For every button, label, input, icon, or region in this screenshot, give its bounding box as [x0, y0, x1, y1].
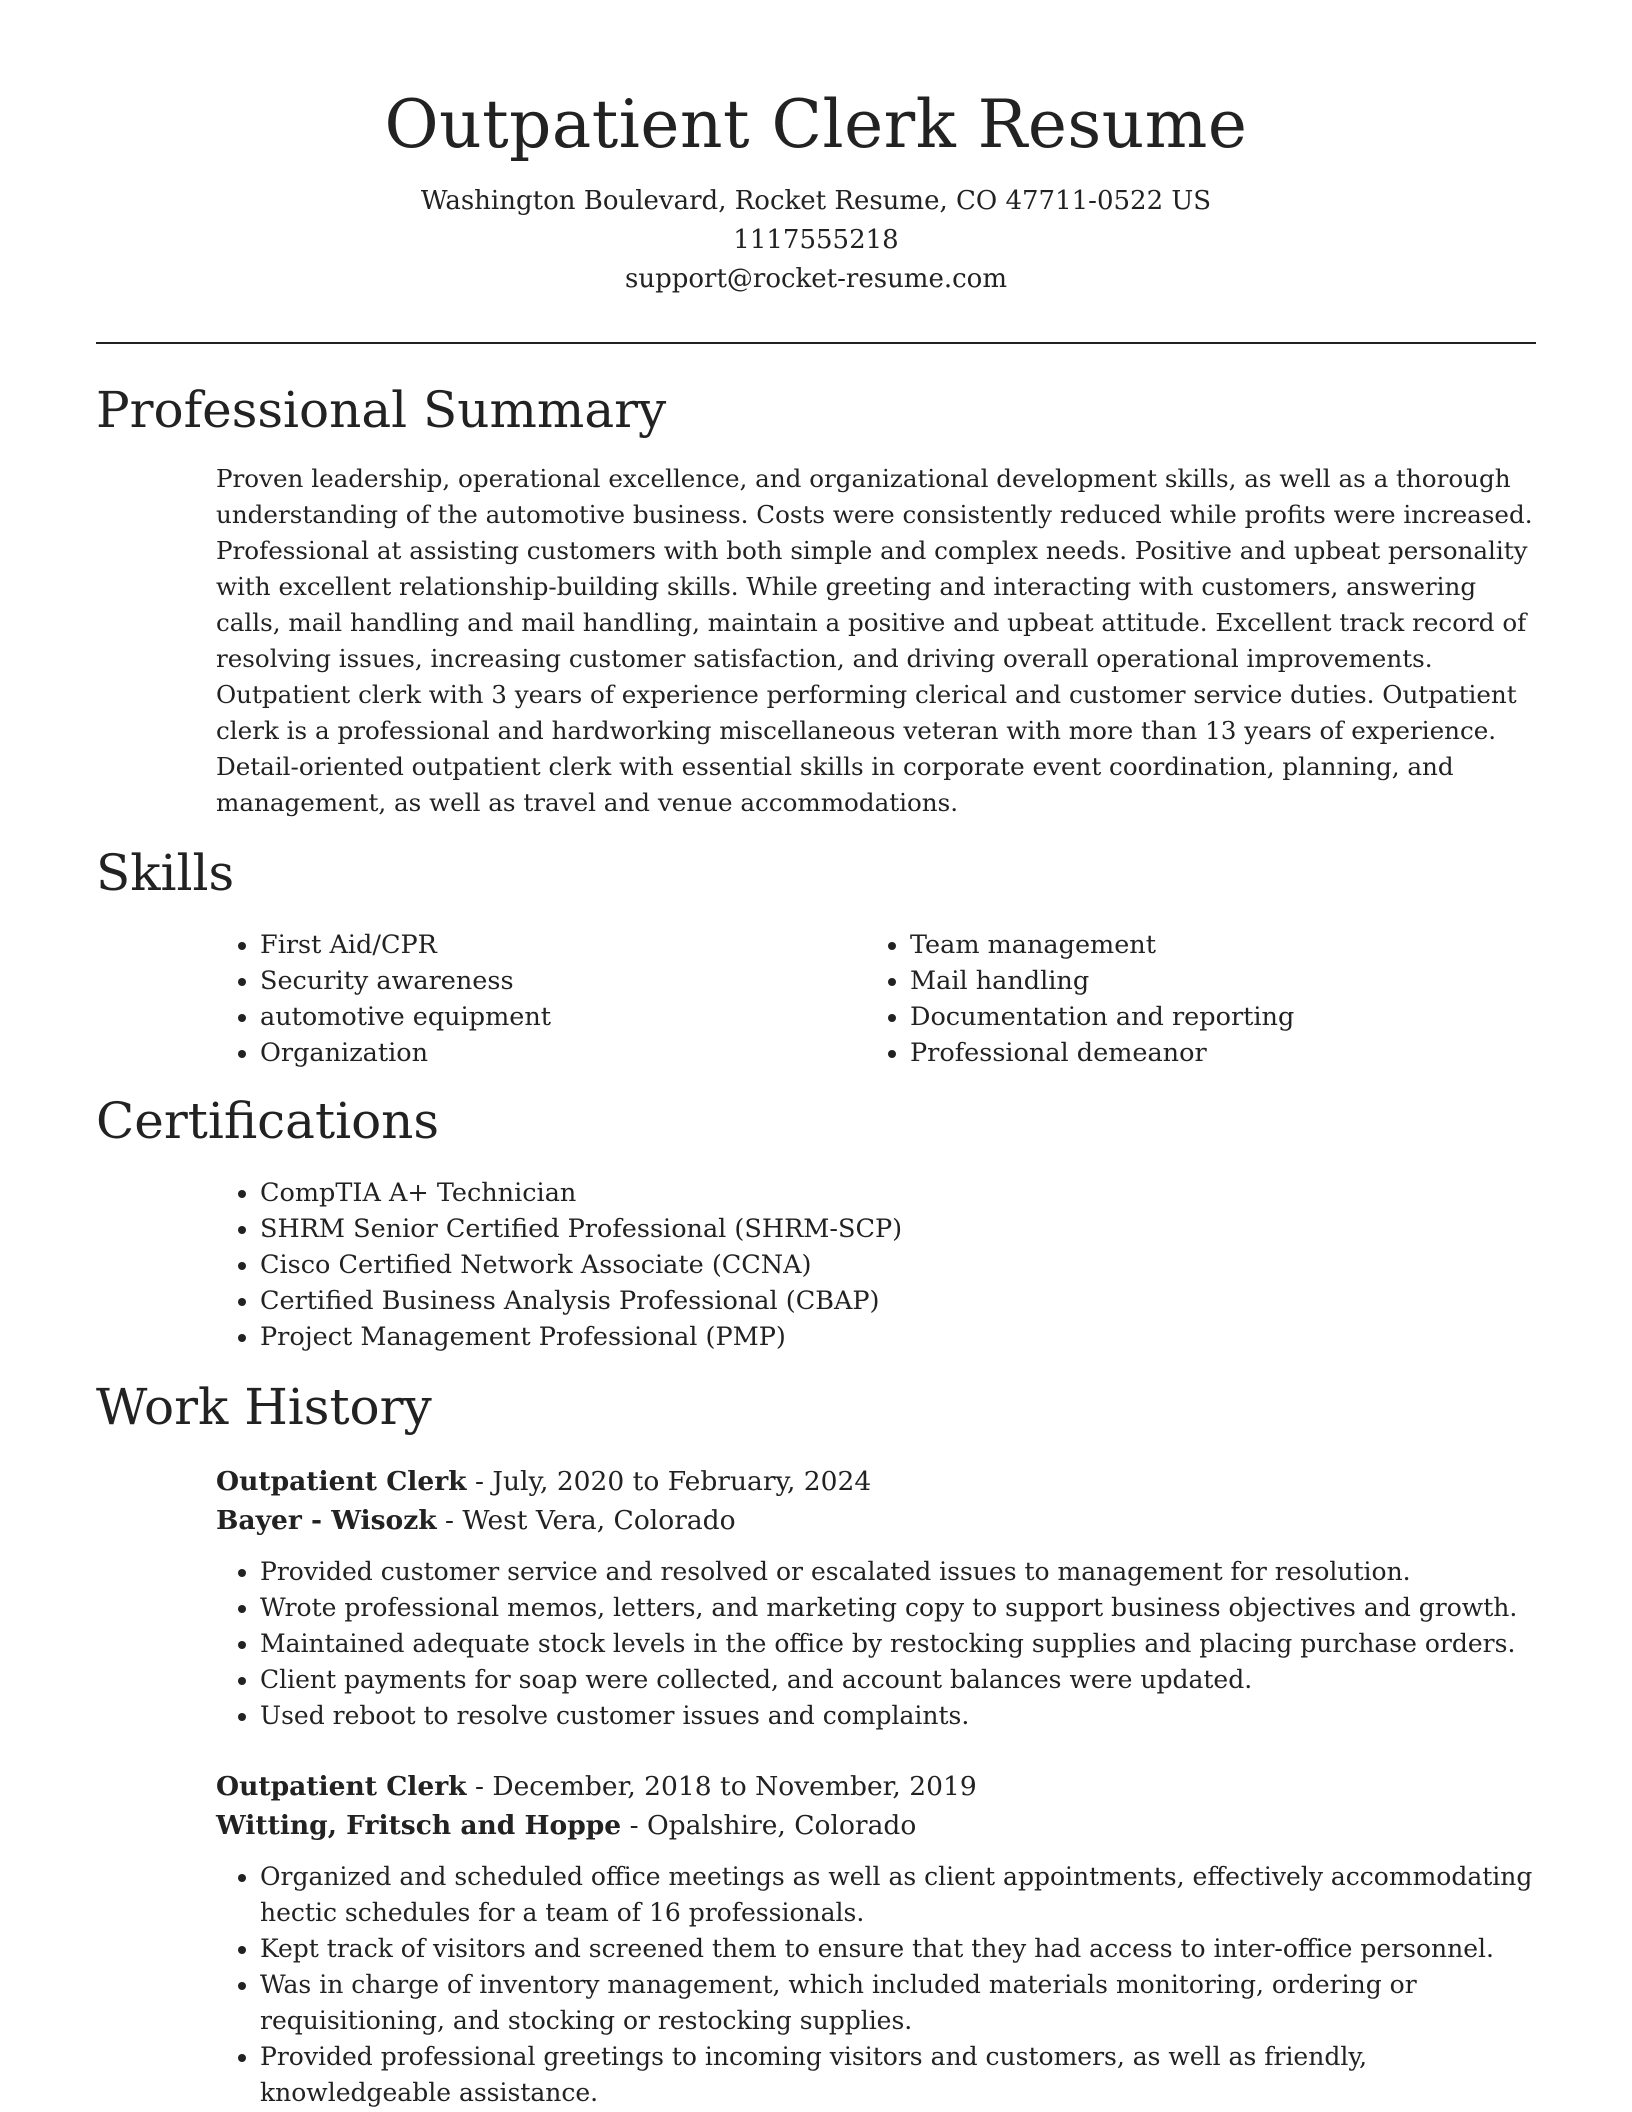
- list-item: • Security awareness: [260, 963, 836, 999]
- job-company-line: [216, 1501, 1546, 1540]
- certifications-list: [216, 1175, 902, 1355]
- summary-heading: Professional Summary: [96, 381, 667, 439]
- list-item: • automotive equipment: [260, 999, 836, 1035]
- list-item: • Provided professional greetings to incoming visitors and customers, as well as friendly, knowledgeable assistance.: [260, 2039, 1546, 2111]
- job-duties-list: [216, 1554, 1546, 1734]
- job-location: - Opalshire, Colorado: [621, 1810, 917, 1841]
- list-item: • Certified Business Analysis Professional (CBAP): [260, 1283, 902, 1319]
- list-item: • Maintained adequate stock levels in the office by restocking supplies and placing purchase orders.: [260, 1626, 1546, 1662]
- list-item: • Kept track of visitors and screened them to ensure that they had access to inter-office personnel.: [260, 1931, 1546, 1967]
- page-title: Outpatient Clerk Resume: [384, 86, 1248, 163]
- skills-left-list: [216, 927, 836, 1071]
- job-duties-list: [216, 1859, 1546, 2111]
- list-item: • Provided customer service and resolved or escalated issues to management for resolution.: [260, 1554, 1546, 1590]
- job-company: Witting, Fritsch and Hoppe: [216, 1810, 622, 1841]
- list-item: • Used reboot to resolve customer issues and complaints.: [260, 1698, 1546, 1734]
- list-item: • Organized and scheduled office meetings as well as client appointments, effectively accommodating hectic schedules for a team of 16 professionals.: [260, 1859, 1546, 1931]
- job-title-line: [216, 1462, 1546, 1501]
- list-item: • CompTIA A+ Technician: [260, 1175, 902, 1211]
- job-entry: [216, 1462, 1546, 1734]
- list-item: • SHRM Senior Certified Professional (SHRM-SCP): [260, 1211, 902, 1247]
- job-dates: - July, 2020 to February, 2024: [466, 1466, 872, 1497]
- contact-phone: 1117555218: [733, 225, 899, 255]
- job-role: Outpatient Clerk: [216, 1466, 467, 1497]
- header-divider: [96, 342, 1536, 344]
- skills-heading: Skills: [96, 844, 235, 902]
- list-item: • Client payments for soap were collected, and account balances were updated.: [260, 1662, 1546, 1698]
- list-item: • Documentation and reporting: [910, 999, 1536, 1035]
- resume-header: [0, 80, 1632, 299]
- certifications-heading: Certifications: [96, 1092, 440, 1150]
- list-item: • Wrote professional memos, letters, and marketing copy to support business objectives and growth.: [260, 1590, 1546, 1626]
- summary-text: Proven leadership, operational excellence, and organizational development skills, as well as a thorough understanding of the automotive business. Costs were consistently reduced while profits were increased. Professional at assisting customers with both simple and complex needs. Positive and upbeat personality with excellent relationship-building skills. While greeting and interacting with customers, answering calls, mail handling and mail handling, maintain a positive and upbeat attitude. Excellent track record of resolving issues, increasing customer satisfaction, and driving overall operational improvements. Outpatient clerk with 3 years of experience performing clerical and customer service duties. Outpatient clerk is a professional and hardworking miscellaneous veteran with more than 13 years of experience. Detail-oriented outpatient clerk with essential skills in corporate event coordination, planning, and management, as well as travel and venue accommodations.: [216, 464, 1533, 817]
- list-item: • Was in charge of inventory management, which included materials monitoring, ordering or requisitioning, and stocking or restocking supplies.: [260, 1967, 1546, 2039]
- list-item: • First Aid/CPR: [260, 927, 836, 963]
- job-role: Outpatient Clerk: [216, 1771, 467, 1802]
- job-dates: - December, 2018 to November, 2019: [466, 1771, 977, 1802]
- contact-email: support@rocket-resume.com: [624, 264, 1007, 294]
- list-item: • Organization: [260, 1035, 836, 1071]
- work-history-heading: Work History: [96, 1378, 432, 1436]
- contact-block: [0, 182, 1632, 299]
- skills-right-column: [866, 927, 1536, 1071]
- list-item: • Cisco Certified Network Associate (CCNA): [260, 1247, 902, 1283]
- certifications-block: [216, 1175, 902, 1355]
- list-item: • Project Management Professional (PMP): [260, 1319, 902, 1355]
- job-company: Bayer - Wisozk: [216, 1505, 437, 1536]
- job-entry: [216, 1767, 1546, 2111]
- job-location: - West Vera, Colorado: [436, 1505, 736, 1536]
- skills-right-list: [866, 927, 1536, 1071]
- skills-left-column: [216, 927, 836, 1071]
- list-item: • Mail handling: [910, 963, 1536, 999]
- list-item: • Team management: [910, 927, 1536, 963]
- job-title-line: [216, 1767, 1546, 1806]
- contact-address: Washington Boulevard, Rocket Resume, CO 47711-0522 US: [420, 186, 1212, 216]
- list-item: • Professional demeanor: [910, 1035, 1536, 1071]
- job-company-line: [216, 1806, 1546, 1845]
